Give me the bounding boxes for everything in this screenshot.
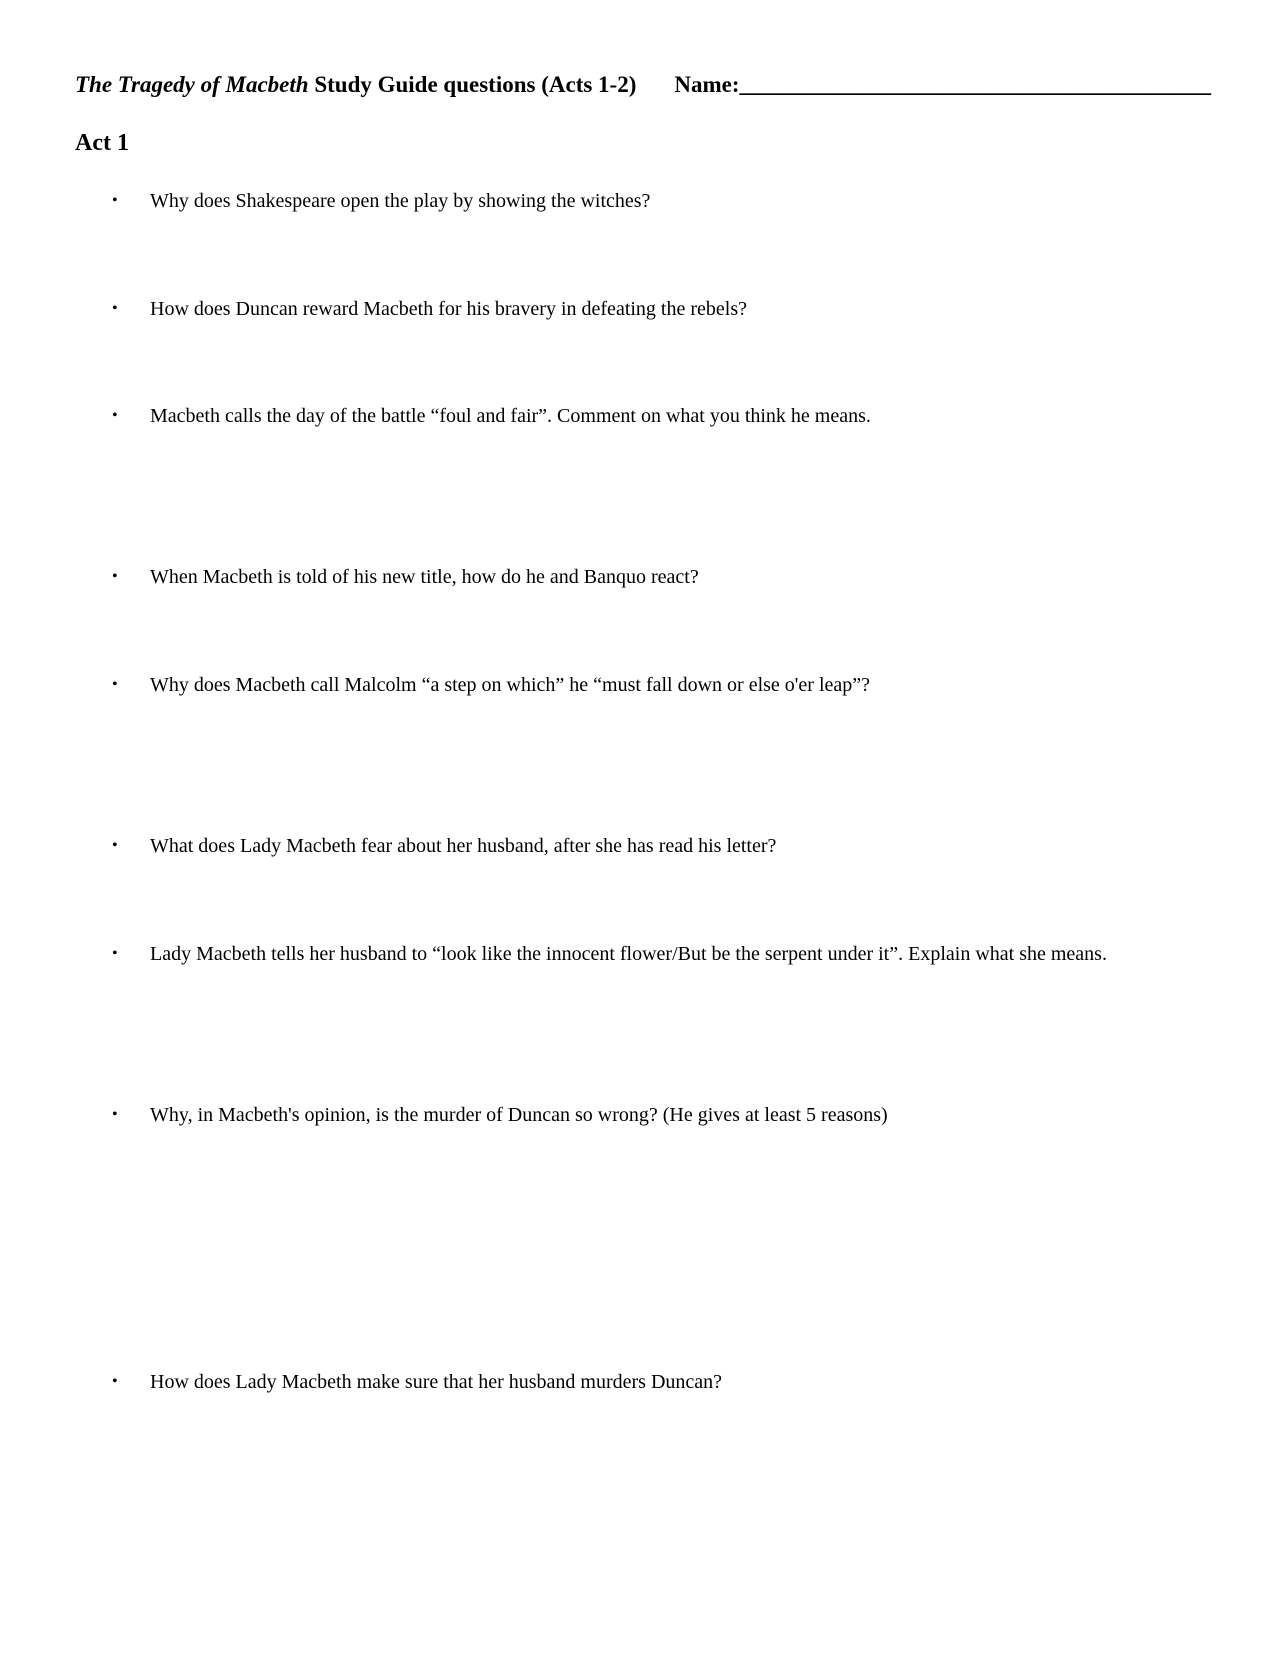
question-item (112, 1371, 722, 1394)
worksheet-header (75, 72, 1211, 98)
question-text: How does Lady Macbeth make sure that her husband murders Duncan? (150, 1371, 723, 1393)
bullet-icon: • (112, 1373, 118, 1390)
question-item (112, 835, 776, 858)
question-item (112, 674, 870, 697)
question-text: Why does Macbeth call Malcolm “a step on which” he “must fall down or else o'er leap”? (150, 674, 871, 696)
question-text: When Macbeth is told of his new title, how do he and Banquo react? (150, 566, 699, 588)
bullet-icon: • (112, 192, 118, 209)
question-text: Lady Macbeth tells her husband to “look like the innocent flower/But be the serpent under it”. Explain what she means. (150, 943, 1107, 965)
bullet-icon: • (112, 945, 118, 962)
bullet-icon: • (112, 837, 118, 854)
question-text: Why does Shakespeare open the play by showing the witches? (150, 190, 651, 212)
question-text: Why, in Macbeth's opinion, is the murder of Duncan so wrong? (He gives at least 5 reasons) (150, 1104, 888, 1126)
question-item (112, 943, 1107, 966)
name-field[interactable]: _________________________________________ (739, 72, 1212, 97)
section-heading-act-1: Act 1 (75, 130, 129, 156)
question-item (112, 1104, 888, 1127)
play-title: The Tragedy of Macbeth (75, 72, 309, 97)
question-text: Macbeth calls the day of the battle “foul and fair”. Comment on what you think he means. (150, 405, 871, 427)
question-item (112, 190, 650, 213)
question-text: How does Duncan reward Macbeth for his bravery in defeating the rebels? (150, 298, 747, 320)
question-item (112, 566, 699, 589)
worksheet-title: Study Guide questions (Acts 1-2) (308, 72, 637, 97)
bullet-icon: • (112, 568, 118, 585)
bullet-icon: • (112, 407, 118, 424)
name-label: Name: (674, 72, 740, 97)
bullet-icon: • (112, 676, 118, 693)
question-item (112, 298, 747, 321)
bullet-icon: • (112, 300, 118, 317)
question-item (112, 405, 871, 428)
question-text: What does Lady Macbeth fear about her husband, after she has read his letter? (150, 835, 777, 857)
bullet-icon: • (112, 1106, 118, 1123)
